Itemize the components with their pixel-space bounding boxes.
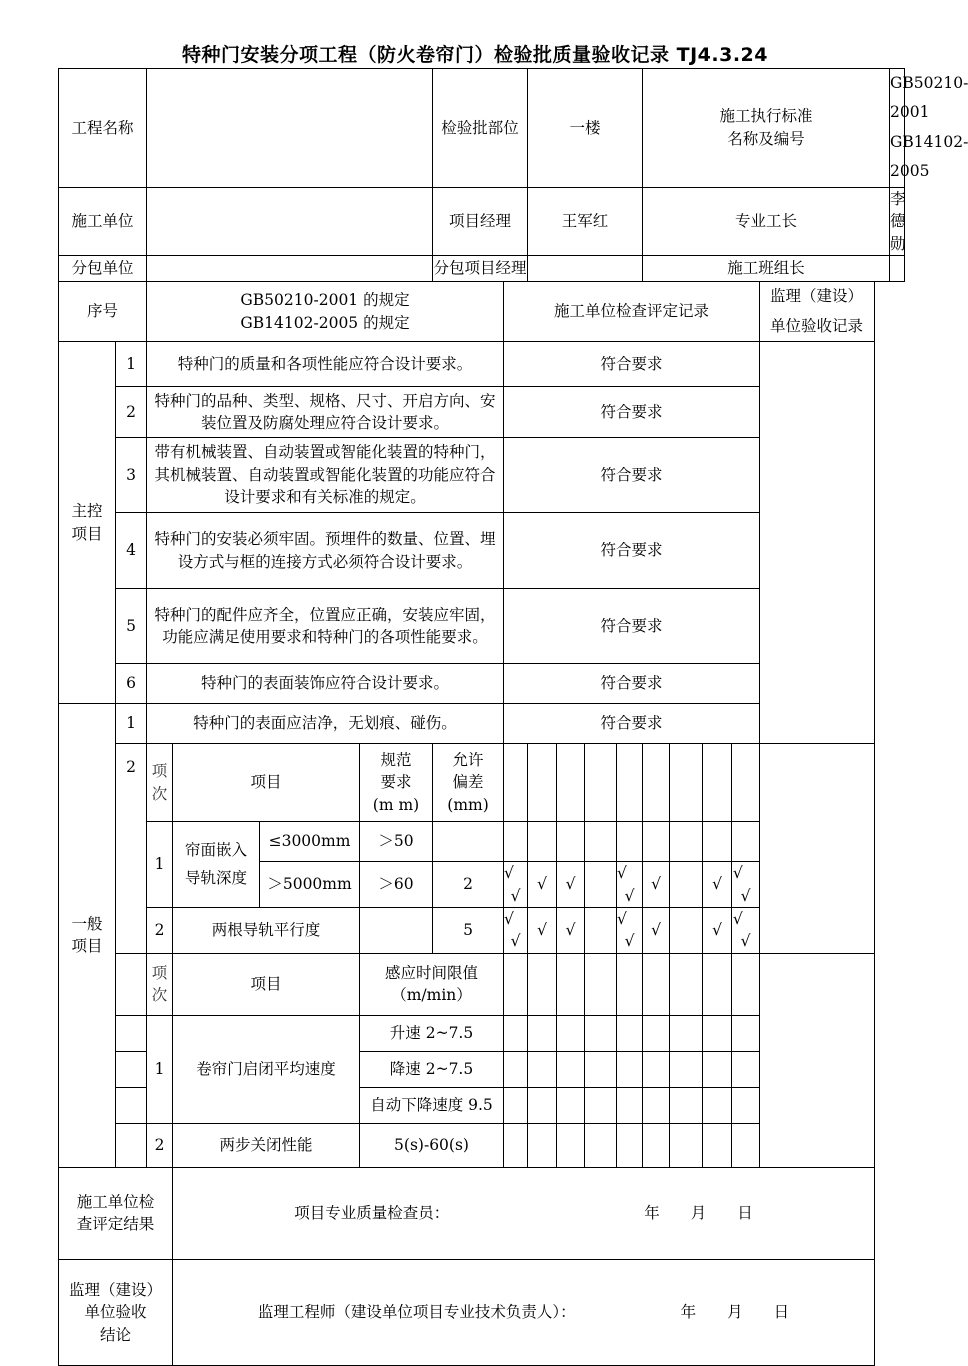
standard-label-line2: 名称及编号 (727, 129, 805, 148)
table2-row1-v2: 降速 2~7.5 (360, 1051, 504, 1087)
measure-cell[interactable] (528, 1015, 557, 1051)
date-day: 日 (737, 1204, 753, 1223)
date-month: 月 (727, 1303, 743, 1322)
main-item-no: 3 (116, 438, 147, 513)
standard-value[interactable] (890, 69, 968, 188)
table2-row2-no: 2 (147, 1123, 173, 1167)
check-pair (617, 910, 642, 950)
project-name-value[interactable] (147, 69, 433, 188)
blank-cell (116, 1123, 147, 1167)
construction-unit-label: 施工单位 (59, 187, 147, 255)
table1-row2-no: 2 (147, 907, 173, 953)
table1-row1-no: 1 (147, 822, 173, 908)
row1b-condition: ＞5000mm (260, 862, 360, 908)
main-item-text: 特种门的表面装饰应符合设计要求。 (147, 664, 504, 704)
table1-row1-label (173, 822, 260, 908)
measure-cell[interactable] (504, 953, 528, 1015)
seq-header: 序号 (59, 282, 147, 342)
measure-cell[interactable] (643, 953, 670, 1015)
check-cell[interactable]: √ (528, 907, 557, 953)
measure-cell[interactable] (670, 953, 703, 1015)
inspection-part-value[interactable]: 一楼 (528, 69, 643, 188)
check-pair (733, 910, 758, 950)
measure-cell[interactable] (670, 822, 703, 862)
team-leader-label: 施工班组长 (643, 256, 890, 282)
measure-cell[interactable] (585, 744, 617, 822)
check-mark: √ (624, 932, 635, 951)
measure-cell[interactable] (528, 1087, 557, 1123)
measure-cell[interactable] (617, 1087, 643, 1123)
measure-cell[interactable] (732, 1015, 760, 1051)
main-item-result[interactable]: 符合要求 (504, 513, 760, 589)
check-cell[interactable] (670, 862, 703, 908)
measure-cell[interactable] (732, 1051, 760, 1087)
general-item-no: 1 (116, 704, 147, 744)
main-item-no: 2 (116, 387, 147, 438)
check-mark: √ (504, 909, 514, 928)
check-cell[interactable]: √ (528, 862, 557, 908)
measure-cell[interactable] (504, 822, 528, 862)
measure-cell[interactable] (557, 744, 585, 822)
check-pair (733, 864, 758, 904)
measure-cell[interactable] (732, 1087, 760, 1123)
measure-cell[interactable] (643, 744, 670, 822)
main-item-no: 1 (116, 342, 147, 387)
sub-manager-value[interactable] (528, 256, 643, 282)
measure-cell[interactable] (504, 744, 528, 822)
check-pair (504, 864, 529, 904)
measure-cell[interactable] (703, 1015, 732, 1051)
measure-cell[interactable] (703, 953, 732, 1015)
req-header-2: 要求 (380, 773, 412, 792)
team-leader-value[interactable] (890, 256, 905, 282)
blank-cell (116, 953, 147, 1015)
supervision-conclusion-1: 监理（建设） (69, 1280, 163, 1299)
measure-cell[interactable] (557, 822, 585, 862)
general-item-text: 特种门的表面应洁净，无划痕、碰伤。 (147, 704, 504, 744)
row1-label-1: 帘面嵌入 (185, 840, 248, 859)
supervision-header (760, 282, 875, 342)
measure-cell[interactable] (703, 1123, 732, 1167)
measure-cell[interactable] (643, 1123, 670, 1167)
measure-cell[interactable] (504, 1051, 528, 1087)
main-item-text: 特种门的品种、类型、规格、尺寸、开启方向、安装位置及防腐处理应符合设计要求。 (147, 387, 504, 438)
check-cell[interactable] (732, 862, 760, 908)
measure-cell[interactable] (670, 1015, 703, 1051)
measure-cell[interactable] (528, 1051, 557, 1087)
main-item-result[interactable]: 符合要求 (504, 387, 760, 438)
tol-header-2: 偏差 (452, 773, 484, 792)
measure-cell[interactable] (557, 1123, 585, 1167)
check-cell[interactable] (732, 907, 760, 953)
standard-value-1: GB50210-2001 (890, 74, 968, 122)
supervision-header-2: 单位验收记录 (770, 316, 864, 335)
check-pair (504, 910, 529, 950)
standard-label-line1: 施工执行标准 (719, 107, 813, 126)
check-mark: √ (510, 886, 521, 905)
supervision-record-cell-3[interactable] (760, 953, 875, 1167)
main-item-no: 4 (116, 513, 147, 589)
measure-cell[interactable] (617, 1051, 643, 1087)
standard-label (643, 69, 890, 188)
construction-unit-value[interactable] (147, 187, 433, 255)
supervision-conclusion-3: 结论 (100, 1325, 132, 1344)
sub-manager-label: 分包项目经理 (433, 256, 528, 282)
check-cell[interactable] (617, 907, 643, 953)
main-item-no: 5 (116, 589, 147, 664)
measure-cell[interactable] (585, 822, 617, 862)
general-label-1: 一般 (71, 915, 103, 933)
table1-seq-header: 项次 (147, 744, 173, 822)
measure-cell[interactable] (585, 953, 617, 1015)
construction-result-label (59, 1167, 173, 1259)
measure-cell[interactable] (617, 1123, 643, 1167)
table2-row1-no: 1 (147, 1015, 173, 1123)
row2-tolerance: 5 (433, 907, 504, 953)
req-header-3: (m m) (372, 795, 420, 814)
table2-limit-header (360, 953, 504, 1015)
main-item-text: 特种门的安装必须牢固。预埋件的数量、位置、埋设方式与框的连接方式必须符合设计要求。 (147, 513, 504, 589)
project-manager-value[interactable]: 王军红 (528, 187, 643, 255)
measure-cell[interactable] (617, 953, 643, 1015)
tol-header-1: 允许 (452, 750, 484, 769)
main-control-label-2: 项目 (71, 524, 103, 543)
check-cell[interactable] (504, 907, 528, 953)
table1-item-header: 项目 (173, 744, 360, 822)
tol-header-3: (mm) (447, 795, 489, 814)
general-item-2-no: 2 (116, 744, 147, 954)
inspection-record-table (58, 68, 968, 1366)
foreman-label: 专业工长 (643, 187, 890, 255)
supervision-record-cell-2[interactable] (760, 744, 875, 954)
table1-req-header (360, 744, 433, 822)
limit-header-2: （m/min） (391, 986, 472, 1005)
supervision-record-cell[interactable] (760, 342, 875, 744)
main-item-text: 带有机械装置、自动装置或智能化装置的特种门，其机械装置、自动装置或智能化装置的功能应符合设计要求和有关标准的规定。 (147, 438, 504, 513)
row2-requirement (360, 907, 433, 953)
inspection-part-label: 检验批部位 (433, 69, 528, 188)
subcontractor-label: 分包单位 (59, 256, 147, 282)
standard-value-2: GB14102-2005 (890, 132, 968, 181)
measure-cell[interactable] (732, 744, 760, 822)
check-cell[interactable]: √ (557, 862, 585, 908)
main-item-no: 6 (116, 664, 147, 704)
general-label (59, 704, 116, 1168)
check-mark: √ (617, 864, 627, 883)
date-month: 月 (690, 1204, 707, 1223)
measure-cell[interactable] (504, 1123, 528, 1167)
measure-cell[interactable] (670, 1051, 703, 1087)
main-item-text: 特种门的质量和各项性能应符合设计要求。 (147, 342, 504, 387)
measure-cell[interactable] (557, 1051, 585, 1087)
measure-cell[interactable] (585, 1015, 617, 1051)
spec-header (147, 282, 504, 342)
measure-cell[interactable] (732, 953, 760, 1015)
check-cell[interactable]: √ (643, 907, 670, 953)
check-mark: √ (510, 932, 521, 951)
table2-row2-value: 5(s)-60(s) (360, 1123, 504, 1167)
project-manager-label: 项目经理 (433, 187, 528, 255)
blank-cell (116, 1051, 147, 1087)
table2-row1-label: 卷帘门启闭平均速度 (173, 1015, 360, 1123)
page-title: 特种门安装分项工程（防火卷帘门）检验批质量验收记录 TJ4.3.24 (182, 44, 768, 66)
check-mark: √ (740, 932, 751, 951)
project-name-label: 工程名称 (59, 69, 147, 188)
check-cell[interactable] (504, 862, 528, 908)
foreman-value[interactable]: 李德勋 (890, 187, 905, 255)
row1a-condition: ≤3000mm (260, 822, 360, 862)
row1a-requirement: ＞50 (360, 822, 433, 862)
inspector-label: 项目专业质量检查员： (294, 1204, 450, 1223)
measure-cell[interactable] (670, 744, 703, 822)
row1-label-2: 导轨深度 (185, 868, 248, 887)
check-mark: √ (732, 909, 743, 928)
limit-header-1: 感应时间限值 (385, 963, 479, 982)
measure-cell[interactable] (703, 1051, 732, 1087)
general-item-result[interactable]: 符合要求 (504, 704, 760, 744)
check-mark: √ (732, 864, 743, 883)
measure-cell[interactable] (703, 1087, 732, 1123)
table2-item-header: 项目 (173, 953, 360, 1015)
check-cell[interactable] (670, 907, 703, 953)
check-cell[interactable]: √ (703, 862, 732, 908)
check-mark: √ (617, 909, 627, 928)
check-cell[interactable] (585, 907, 617, 953)
supervision-conclusion-2: 单位验收 (84, 1303, 147, 1322)
engineer-label: 监理工程师（建设单位项目专业技术负责人）： (257, 1303, 576, 1322)
check-mark: √ (504, 864, 514, 883)
date-day: 日 (773, 1303, 790, 1322)
row1b-tolerance: 2 (433, 862, 504, 908)
check-cell[interactable]: √ (643, 862, 670, 908)
construction-result-signature[interactable] (173, 1167, 875, 1259)
measure-cell[interactable] (528, 1123, 557, 1167)
construction-result-1: 施工单位检 (76, 1192, 155, 1211)
measure-cell[interactable] (557, 1087, 585, 1123)
measure-cell[interactable] (670, 1123, 703, 1167)
supervision-header-1: 监理（建设） (770, 287, 864, 306)
measure-cell[interactable] (617, 744, 643, 822)
row1b-requirement: ＞60 (360, 862, 433, 908)
check-cell[interactable] (585, 862, 617, 908)
check-record-header: 施工单位检查评定记录 (504, 282, 760, 342)
check-cell[interactable]: √ (703, 907, 732, 953)
measure-cell[interactable] (703, 822, 732, 862)
check-cell[interactable] (617, 862, 643, 908)
date-year: 年 (644, 1204, 660, 1223)
supervision-conclusion-signature[interactable] (173, 1259, 875, 1365)
blank-cell (116, 1087, 147, 1123)
measure-cell[interactable] (732, 1123, 760, 1167)
measure-cell[interactable] (670, 1087, 703, 1123)
check-mark: √ (624, 886, 635, 905)
main-item-result[interactable]: 符合要求 (504, 438, 760, 513)
measure-cell[interactable] (617, 822, 643, 862)
table2-seq-header: 项次 (147, 953, 173, 1015)
measure-cell[interactable] (643, 1051, 670, 1087)
req-header-1: 规范 (380, 750, 412, 769)
general-label-2: 项目 (71, 937, 103, 956)
main-control-label (59, 342, 116, 704)
measure-cell[interactable] (528, 953, 557, 1015)
subcontractor-value[interactable] (147, 256, 433, 282)
main-item-text: 特种门的配件应齐全，位置应正确，安装应牢固，功能应满足使用要求和特种门的各项性能要求。 (147, 589, 504, 664)
blank-cell (116, 1015, 147, 1051)
table1-row2-label: 两根导轨平行度 (173, 907, 360, 953)
row1a-tolerance (433, 822, 504, 862)
measure-cell[interactable] (643, 1087, 670, 1123)
measure-cell[interactable] (528, 822, 557, 862)
main-item-result[interactable]: 符合要求 (504, 589, 760, 664)
spec-header-1: GB50210-2001 的规定 (240, 291, 410, 310)
measure-cell[interactable] (557, 1015, 585, 1051)
measure-cell[interactable] (617, 1015, 643, 1051)
measure-cell[interactable] (585, 1123, 617, 1167)
table1-tol-header (433, 744, 504, 822)
table2-row1-v1: 升速 2~7.5 (360, 1015, 504, 1051)
table2-row2-label: 两步关闭性能 (173, 1123, 360, 1167)
date-year: 年 (680, 1303, 697, 1322)
measure-cell[interactable] (504, 1087, 528, 1123)
construction-result-2: 查评定结果 (76, 1215, 155, 1234)
check-mark: √ (740, 886, 751, 905)
spec-header-2: GB14102-2005 的规定 (240, 313, 410, 332)
measure-cell[interactable] (703, 744, 732, 822)
supervision-conclusion-label (59, 1259, 173, 1365)
main-control-label-1: 主控 (71, 502, 103, 521)
check-pair (617, 864, 642, 904)
measure-cell[interactable] (585, 1087, 617, 1123)
main-item-result[interactable]: 符合要求 (504, 664, 760, 704)
main-item-result[interactable]: 符合要求 (504, 342, 760, 387)
measure-cell[interactable] (557, 953, 585, 1015)
measure-cell[interactable] (504, 1015, 528, 1051)
measure-cell[interactable] (528, 744, 557, 822)
measure-cell[interactable] (643, 1015, 670, 1051)
measure-cell[interactable] (732, 822, 760, 862)
check-cell[interactable]: √ (557, 907, 585, 953)
measure-cell[interactable] (585, 1051, 617, 1087)
measure-cell[interactable] (643, 822, 670, 862)
table2-row1-v3: 自动下降速度 9.5 (360, 1087, 504, 1123)
